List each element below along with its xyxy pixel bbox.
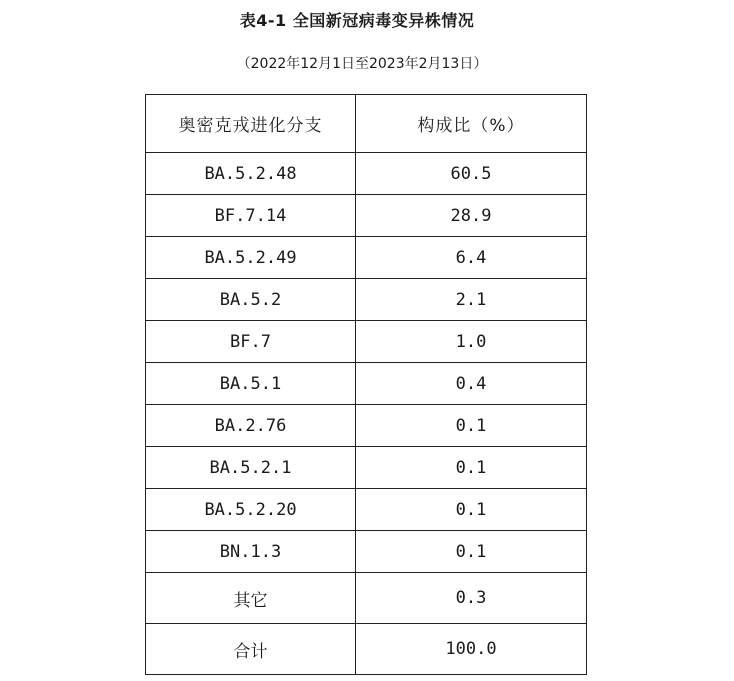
table-header-row (146, 95, 587, 153)
variant-ratio: 0.3 (356, 573, 587, 624)
variant-table (145, 94, 587, 675)
total-value: 100.0 (356, 624, 587, 675)
table-row (146, 195, 587, 237)
variant-name: BA.2.76 (146, 405, 356, 447)
variant-name: BN.1.3 (146, 531, 356, 573)
table-row (146, 405, 587, 447)
table-row (146, 489, 587, 531)
table-row (146, 321, 587, 363)
variant-name: BA.5.2.48 (146, 153, 356, 195)
variant-name: 其它 (146, 573, 356, 624)
variant-ratio: 0.1 (356, 405, 587, 447)
table-row (146, 363, 587, 405)
variant-ratio: 60.5 (356, 153, 587, 195)
variant-name: BF.7 (146, 321, 356, 363)
variant-ratio: 0.1 (356, 447, 587, 489)
table-row (146, 237, 587, 279)
variant-ratio: 28.9 (356, 195, 587, 237)
table-row (146, 153, 587, 195)
table-row-other (146, 573, 587, 624)
table-row (146, 531, 587, 573)
variant-name: BA.5.2 (146, 279, 356, 321)
variant-ratio: 0.1 (356, 489, 587, 531)
variant-ratio: 1.0 (356, 321, 587, 363)
header-branch: 奥密克戎进化分支 (146, 95, 356, 153)
variant-name: BF.7.14 (146, 195, 356, 237)
variant-name: BA.5.2.20 (146, 489, 356, 531)
variant-name: BA.5.1 (146, 363, 356, 405)
variant-ratio: 6.4 (356, 237, 587, 279)
date-range-subtitle: （2022年12月1日至2023年2月13日） (236, 56, 488, 72)
table-row (146, 279, 587, 321)
variant-name: BA.5.2.49 (146, 237, 356, 279)
variant-ratio: 0.1 (356, 531, 587, 573)
variant-ratio: 0.4 (356, 363, 587, 405)
table-row (146, 447, 587, 489)
table-row-total (146, 624, 587, 675)
variant-ratio: 2.1 (356, 279, 587, 321)
table-title: 表4-1 全国新冠病毒变异株情况 (239, 11, 475, 30)
variant-name: BA.5.2.1 (146, 447, 356, 489)
total-label: 合计 (146, 624, 356, 675)
header-ratio: 构成比（%） (356, 95, 587, 153)
